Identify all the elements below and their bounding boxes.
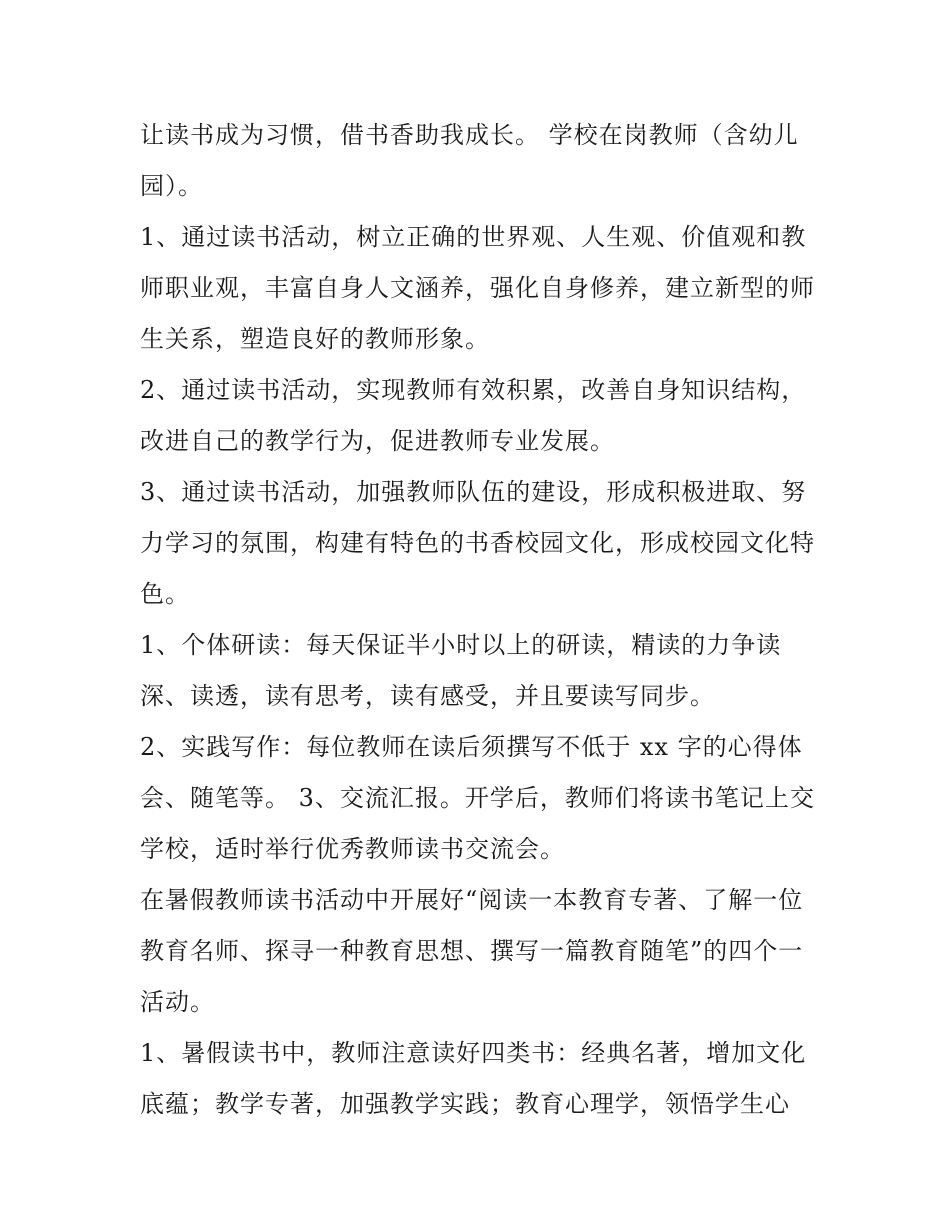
paragraph-method-2 xyxy=(140,722,820,875)
text-line: 1、个体研读：每天保证半小时以上的研读，精读的力争读 xyxy=(140,631,782,659)
paragraph-activity xyxy=(140,875,820,1028)
text-line: 会、随笔等。 3、交流汇报。开学后，教师们将读书笔记上交 xyxy=(140,784,815,812)
text-line: 1、暑假读书中，教师注意读好四类书：经典名著，增加文化 xyxy=(140,1039,807,1067)
paragraph-goal-2 xyxy=(140,365,820,467)
paragraph-method-1 xyxy=(140,620,820,722)
text-line: 学校，适时举行优秀教师读书交流会。 xyxy=(140,835,565,863)
text-line: 1、通过读书活动，树立正确的世界观、人生观、价值观和教 xyxy=(140,223,807,251)
text-line: 深、读透，读有思考，读有感受，并且要读写同步。 xyxy=(140,682,715,710)
document-body xyxy=(140,110,820,1130)
text-line: 力学习的氛围，构建有特色的书香校园文化，形成校园文化特 xyxy=(140,529,815,557)
text-line: 活动。 xyxy=(140,988,215,1016)
text-line: 生关系，塑造良好的教师形象。 xyxy=(140,325,490,353)
text-line: 园）。 xyxy=(140,172,203,200)
text-line: 教育名师、探寻一种教育思想、撰写一篇教育随笔”的四个一 xyxy=(140,937,804,965)
text-line: 底蕴；教学专著，加强教学实践；教育心理学，领悟学生心 xyxy=(140,1090,790,1118)
text-line: 在暑假教师读书活动中开展好“阅读一本教育专著、了解一位 xyxy=(140,886,804,914)
paragraph-intro xyxy=(140,110,820,212)
paragraph-goal-1 xyxy=(140,212,820,365)
text-line: 让读书成为习惯，借书香助我成长。 学校在岗教师（含幼儿 xyxy=(140,121,799,149)
text-line: 改进自己的教学行为，促进教师专业发展。 xyxy=(140,427,615,455)
text-line: 2、通过读书活动，实现教师有效积累，改善自身知识结构， xyxy=(140,376,807,404)
text-line: 色。 xyxy=(140,580,190,608)
paragraph-goal-3 xyxy=(140,467,820,620)
text-line: 3、通过读书活动，加强教师队伍的建设，形成积极进取、努 xyxy=(140,478,807,506)
text-line: 2、实践写作：每位教师在读后须撰写不低于 xx 字的心得体 xyxy=(140,733,803,761)
paragraph-books xyxy=(140,1028,820,1130)
text-line: 师职业观，丰富自身人文涵养，强化自身修养，建立新型的师 xyxy=(140,274,815,302)
